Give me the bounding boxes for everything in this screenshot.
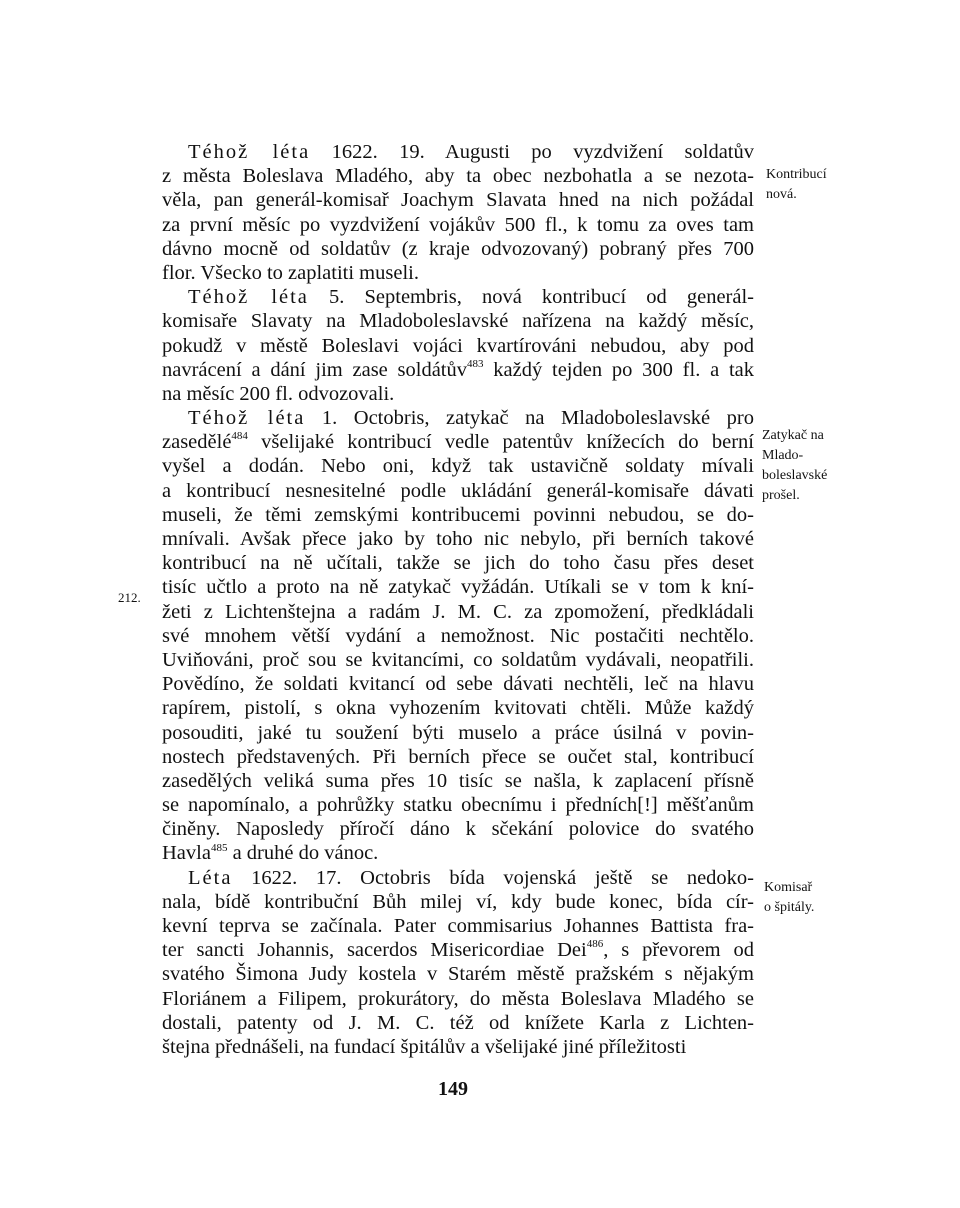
margin-note-line: o špitály.: [764, 900, 815, 915]
entry-lead: Téhož léta: [188, 286, 309, 309]
line-text: navrácení a dání jim zase soldátův: [162, 358, 468, 381]
margin-note-line: Kontribucí: [766, 167, 827, 182]
text-line: [162, 817, 754, 841]
entry-lead: Téhož léta: [188, 407, 306, 430]
footnote-marker: 483: [467, 357, 484, 370]
margin-note-line: nová.: [766, 187, 797, 202]
margin-note-line: Komisař: [764, 880, 813, 895]
line-text: každý tejden po 300 fl. a tak: [483, 358, 755, 381]
text-line: [162, 382, 754, 406]
text-line: [162, 309, 754, 333]
line-text: svatého Šimona Judy kostela v Starém městě pražském s nějakým: [162, 963, 754, 986]
text-line: [162, 1011, 754, 1035]
text-line: [162, 866, 754, 890]
text-line: [162, 672, 754, 696]
entry-lead: Léta: [188, 866, 233, 889]
text-line: [162, 358, 754, 382]
line-text: kontribucí na ně učítali, takže se jich do toho času přes deset: [162, 552, 754, 575]
line-text: nostech představených. Při berních přece se oučet stal, kontribucí: [162, 745, 754, 768]
line-text: dostali, patenty od J. M. C. též od knížete Karla z Lichten-: [162, 1011, 754, 1034]
line-text: všelijaké kontribucí vedle patentův knížecích do berní: [247, 431, 754, 454]
line-text: posouditi, jaké tu soužení býti muselo a práce úsilná v povin-: [162, 721, 754, 744]
text-line: [162, 479, 754, 503]
text-line: [162, 164, 754, 188]
text-line: [162, 841, 754, 865]
line-text: kevní teprva se začínala. Pater commisarius Johannes Battista fra-: [162, 915, 754, 937]
text-line: [162, 987, 754, 1011]
line-text: flor. Všecko to zaplatiti museli.: [162, 261, 419, 284]
text-line: [162, 769, 754, 793]
line-text: , s převorem od: [603, 939, 754, 962]
line-text: věla, pan generál-komisař Joachym Slavata hned na nich požádal: [162, 189, 754, 212]
text-line: [162, 261, 754, 285]
line-text: vyšel a dodán. Nebo oni, když tak ustavičně soldaty mívali: [162, 455, 754, 478]
line-text: 1622. 19. Augusti po vyzdvižení soldatův: [310, 141, 754, 163]
footnote-marker: 484: [231, 430, 248, 443]
line-text: 5. Septembris, nová kontribucí od generál-: [308, 286, 755, 309]
text-line: [162, 624, 754, 648]
entry-lead: Téhož léta: [188, 141, 311, 163]
line-text: a druhé do vánoc.: [227, 842, 379, 865]
line-text: Uviňováni, proč sou se kvitancími, co soldatům vydávali, neopatřili.: [162, 648, 754, 671]
text-line: [162, 696, 754, 720]
text-line: [162, 575, 754, 599]
text-line: [162, 503, 754, 527]
line-text: rapírem, pistolí, s okna vyhozením kvitovati chtěli. Může každý: [162, 697, 754, 720]
footnote-marker: 486: [586, 938, 604, 951]
text-line: [162, 1035, 754, 1059]
margin-note-line: boleslavské: [762, 468, 828, 483]
text-line: [162, 745, 754, 769]
line-text: tisíc učtlo a proto na ně zatykač vyžádán. Utíkali se v tom k kní-: [162, 576, 754, 599]
text-line: [162, 648, 754, 672]
line-text: 1. Octobris, zatykač na Mladoboleslavské pro: [305, 407, 755, 430]
text-line: [162, 938, 754, 962]
line-text: Floriánem a Filipem, prokurátory, do města Boleslava Mladého se: [162, 987, 754, 1010]
text-line: [162, 406, 754, 430]
line-text: dávno mocně od soldatův (z kraje odvozovaný) pobraný přes 700: [162, 237, 754, 260]
text-line: [162, 793, 754, 817]
line-text: komisaře Slavaty na Mladoboleslavské nařízena na každý měsíc,: [162, 310, 754, 333]
text-line: [162, 600, 754, 624]
line-text: z města Boleslava Mladého, aby ta obec nezbohatla a se nezota-: [162, 165, 754, 188]
line-text: na měsíc 200 fl. odvozovali.: [162, 382, 395, 405]
line-text: nala, bídě kontribuční Bůh milej ví, kdy bude konec, bída cír-: [162, 890, 754, 913]
line-text: ter sancti Johannis, sacerdos Misericordiae Dei: [162, 939, 587, 962]
margin-note-line: Mlado-: [762, 448, 804, 463]
line-text: se napomínalo, a pohrůžky statku obecnímu i předních[!] měšťanům: [162, 794, 754, 817]
line-text: Havla: [162, 842, 211, 865]
margin-note-line: prošel.: [762, 488, 800, 503]
line-text: své mnohem větší vydání a nemožnost. Nic postačiti nechtělo.: [162, 624, 754, 647]
margin-note-komisar: [764, 878, 814, 918]
text-line: [162, 188, 754, 212]
line-text: a kontribucí nesnesitelné podle ukládání generál-komisaře dávati: [162, 479, 754, 502]
text-line: [162, 237, 754, 261]
text-line: [162, 285, 754, 309]
line-text: žeti z Lichtenštejna a radám J. M. C. za zpomožení, předkládali: [162, 600, 754, 623]
line-text: zasedělých veliká suma přes 10 tisíc se našla, k zaplacení přísně: [162, 769, 754, 792]
text-line: [162, 213, 754, 237]
margin-note-zatykac: [762, 426, 827, 506]
line-text: 1622. 17. Octobris bída vojenská ještě se nedoko-: [232, 866, 754, 889]
text-line: [162, 890, 754, 914]
line-text: štejna přednášeli, na fundací špitálův a všelijaké jiné příležitosti: [162, 1035, 687, 1058]
margin-note-kontribuci: [766, 165, 827, 205]
line-text: za první měsíc po vyzdvižení vojákův 500 fl., k tomu za oves tam: [162, 213, 754, 236]
line-text: zasedělé: [162, 431, 232, 454]
margin-note-line: Zatykač na: [762, 428, 824, 443]
text-line: [162, 914, 754, 938]
text-line: [162, 551, 754, 575]
text-line: [162, 527, 754, 551]
line-text: mnívali. Avšak přece jako by toho nic nebylo, při berních takové: [162, 528, 754, 550]
text-line: [162, 454, 754, 478]
page-number: 149: [438, 1078, 468, 1100]
text-line: [162, 962, 754, 986]
original-page-reference: 212.: [118, 590, 141, 605]
text-line: [162, 334, 754, 358]
line-text: činěny. Naposledy příročí dáno k sčekání polovice do svatého: [162, 818, 754, 841]
line-text: Povědíno, že soldati kvitancí od sebe dávati nechtěli, leč na hlavu: [162, 673, 754, 696]
text-line: [162, 140, 754, 164]
main-text: [162, 140, 754, 1059]
line-text: museli, že těmi zemskými kontribucemi povinni nebudou, se do-: [162, 503, 754, 526]
line-text: pokudž v městě Boleslavi vojáci kvartírováni nebudou, aby pod: [162, 334, 754, 357]
text-line: [162, 721, 754, 745]
text-line: [162, 430, 754, 454]
footnote-marker: 485: [210, 841, 228, 854]
